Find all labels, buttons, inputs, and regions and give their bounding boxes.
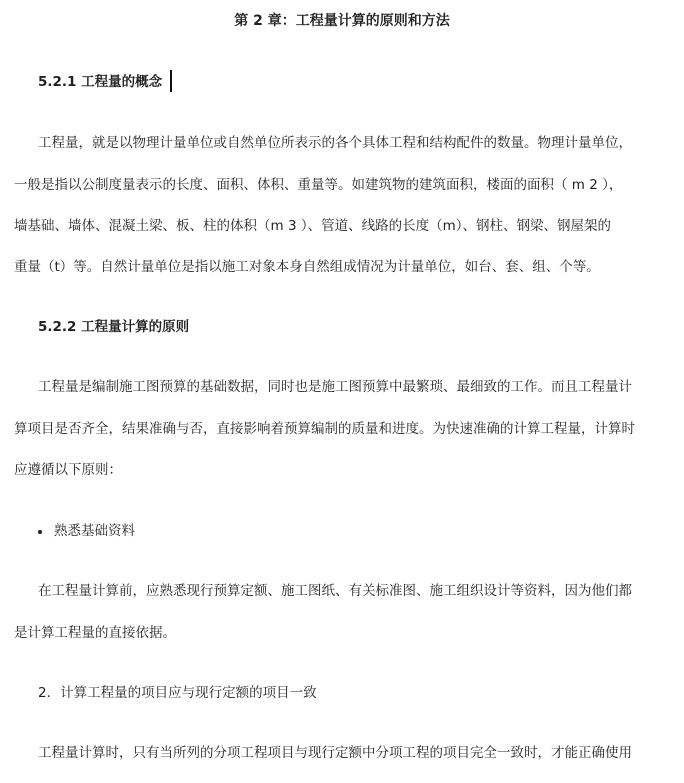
paragraph-line: 工程量，就是以物理计量单位或自然单位所表示的各个具体工程和结构配件的数量。物理计量单位， bbox=[38, 135, 632, 151]
bullet-item-label: 熟悉基础资料 bbox=[54, 523, 135, 539]
page-title: 第 2 章：工程量计算的原则和方法 bbox=[234, 13, 450, 29]
paragraph-line: 在工程量计算前，应熟悉现行预算定额、施工图纸、有关标准图、施工组织设计等资料，因为他们都 bbox=[38, 583, 632, 599]
text-cursor bbox=[170, 70, 172, 92]
bullet-dot-icon bbox=[38, 530, 42, 534]
paragraph-line: 墙基础、墙体、混凝土梁、板、柱的体积（m 3 ）、管道、线路的长度（m）、钢柱、钢梁、钢屋架的 bbox=[14, 218, 611, 234]
paragraph-line: 一般是指以公制度量表示的长度、面积、体积、重量等。如建筑物的建筑面积，楼面的面积（ m 2 ）， bbox=[14, 177, 623, 193]
paragraph-line: 工程量计算时，只有当所列的分项工程项目与现行定额中分项工程的项目完全一致时，才能正确使用 bbox=[38, 745, 632, 761]
paragraph-line: 算项目是否齐全，结果准确与否，直接影响着预算编制的质量和进度。为快速准确的计算工程量，计算时 bbox=[14, 421, 635, 437]
section-heading-5-2-1: 5.2.1 工程量的概念 bbox=[38, 74, 163, 90]
paragraph-line: 重量（t）等。自然计量单位是指以施工对象本身自然组成情况为计量单位，如台、套、组、个等。 bbox=[14, 259, 600, 275]
numbered-item-2: 2．计算工程量的项目应与现行定额的项目一致 bbox=[38, 685, 317, 701]
paragraph-line: 工程量是编制施工图预算的基础数据，同时也是施工图预算中最繁琐、最细致的工作。而且工程量计 bbox=[38, 379, 632, 395]
section-heading-5-2-2: 5.2.2 工程量计算的原则 bbox=[38, 319, 190, 335]
paragraph-line: 应遵循以下原则： bbox=[14, 462, 122, 478]
paragraph-line: 是计算工程量的直接依据。 bbox=[14, 625, 176, 641]
